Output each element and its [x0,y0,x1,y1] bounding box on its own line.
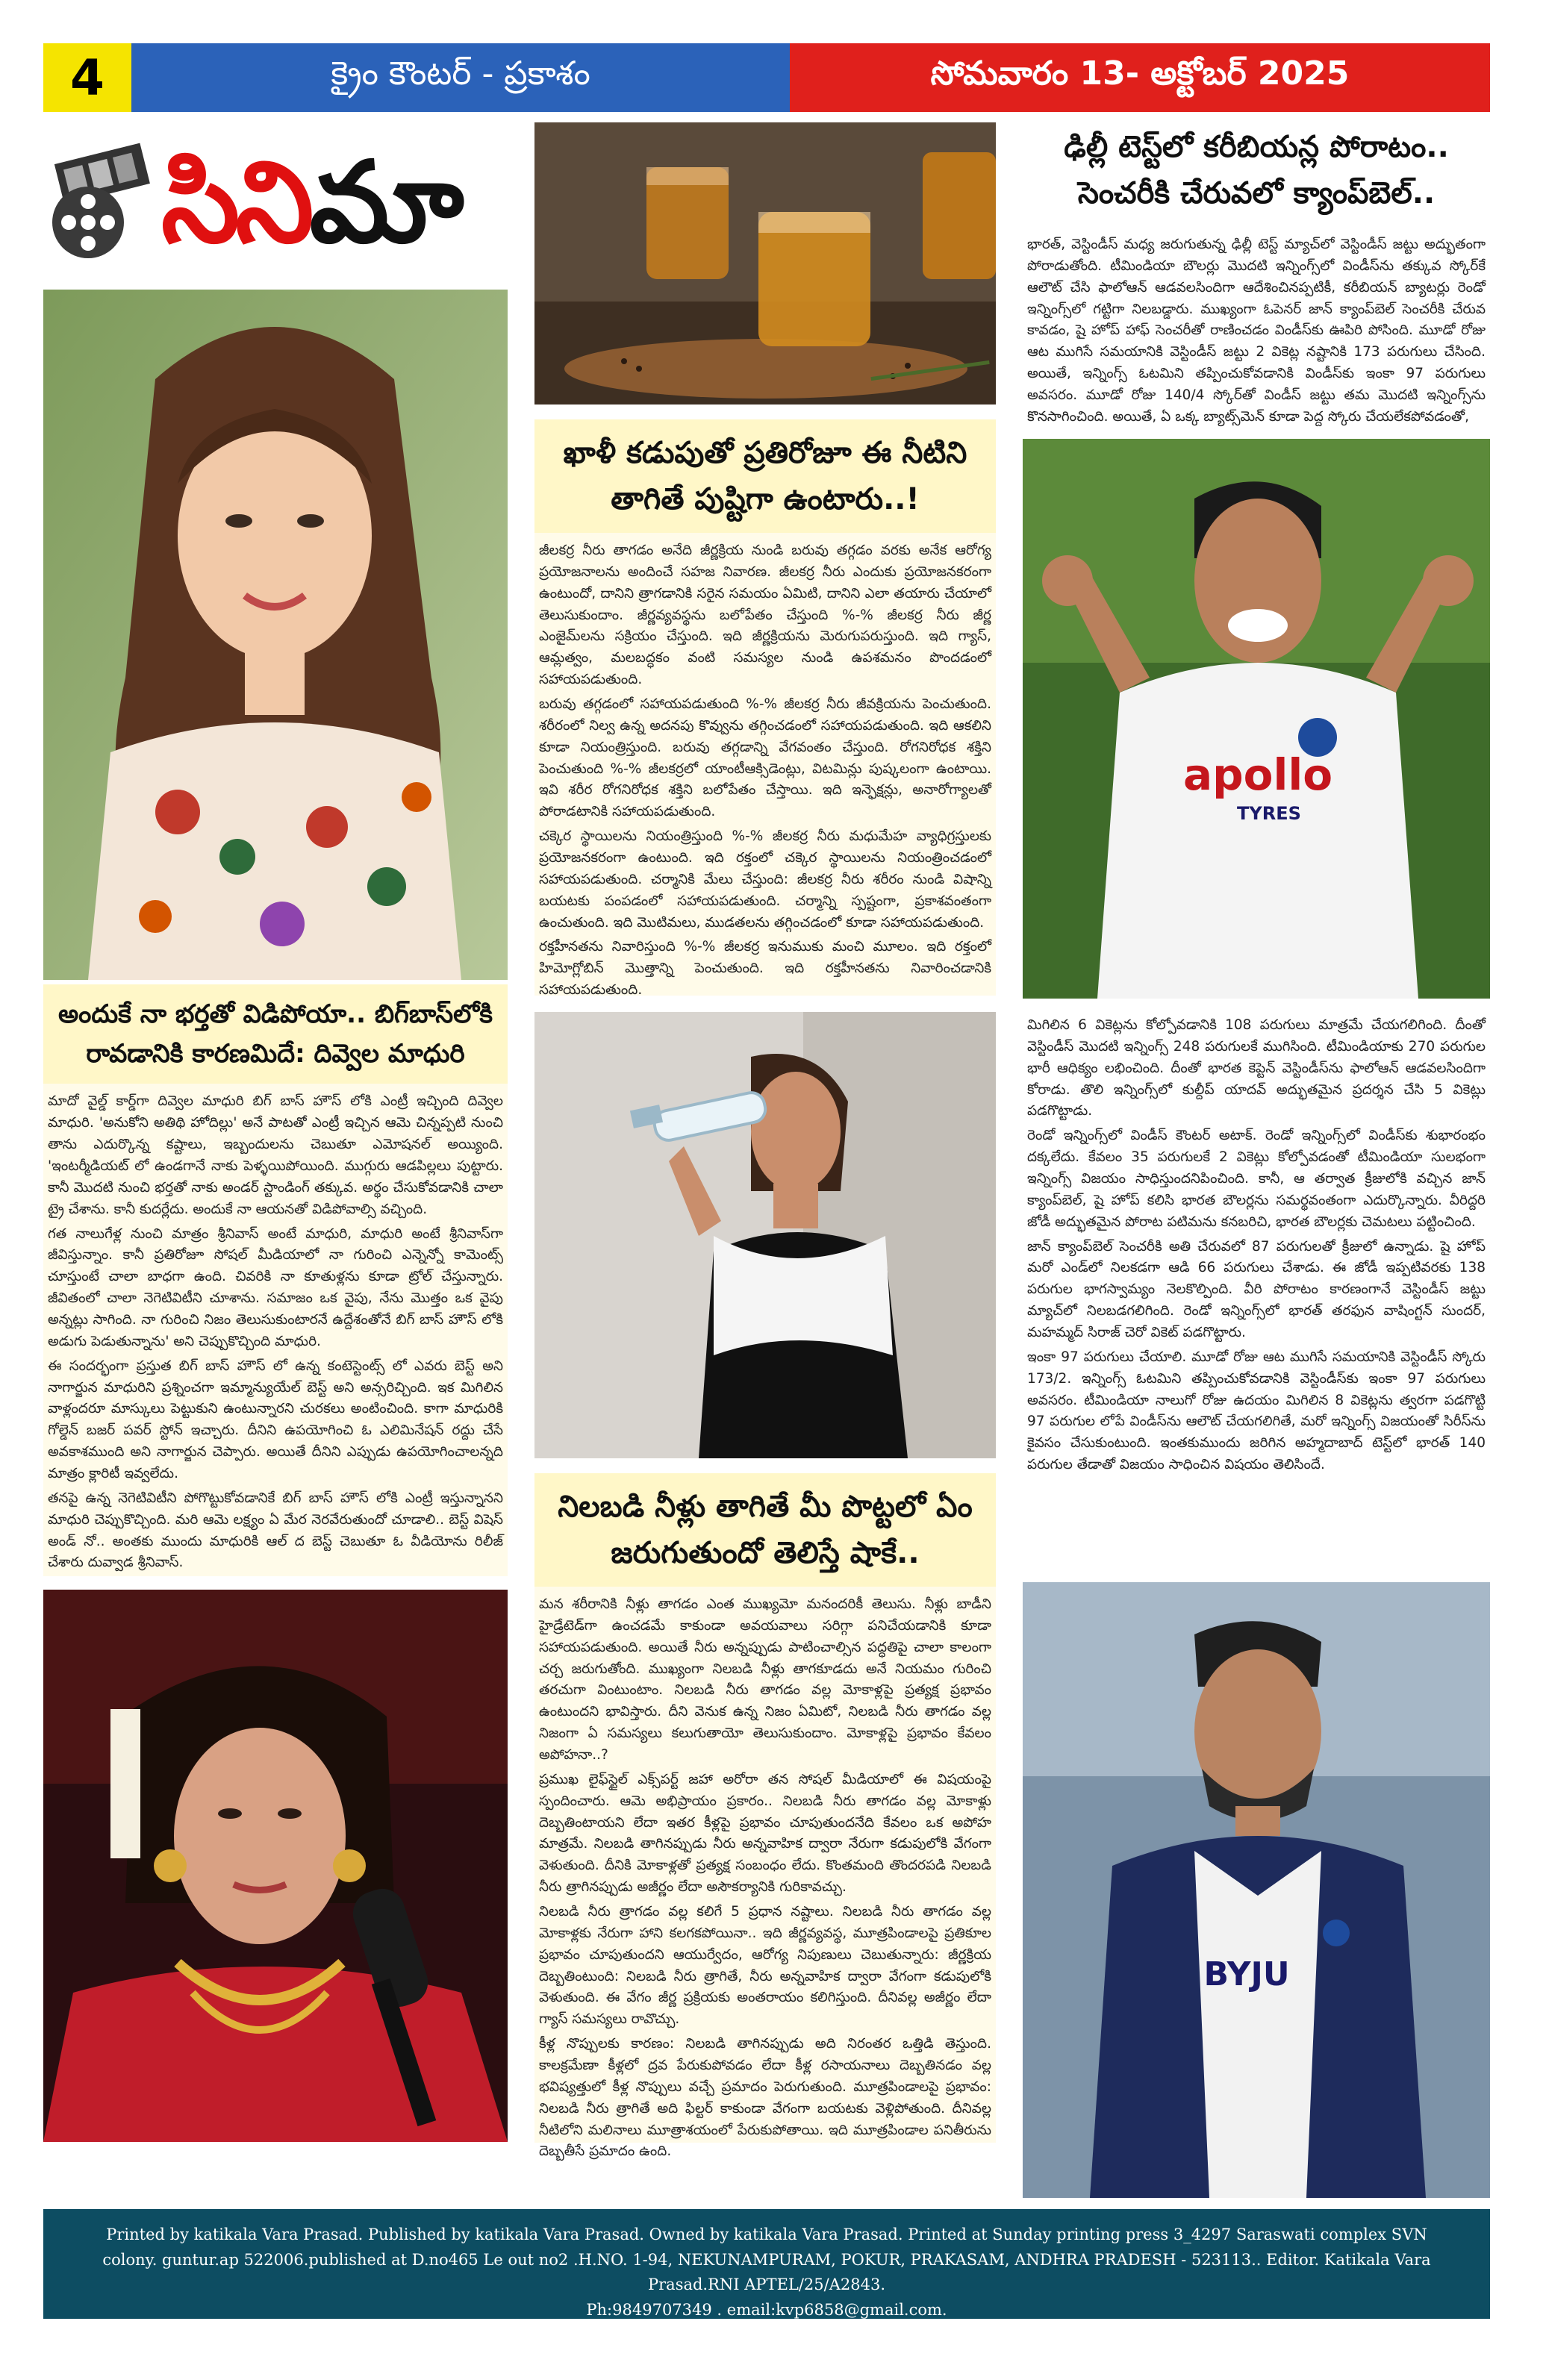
cinema-logo [43,119,508,285]
kohli-photo [1023,1582,1490,2198]
paragraph: మన శరీరానికి నీళ్లు తాగడం ఎంత ముఖ్యమో మనందరికీ తెలుసు. నీళ్లు బాడీని హైడ్రేటెడ్‌గా ఉంచడమే కాకుండా అవయవాలు సరిగ్గా పనిచేయడానికి కూడా సహాయపడుతుంది. అయితే నీరు అన్నప్పుడు పాటించాల్సిన పద్ధతిపై చాలా కాలంగా చర్చ జరుగుతోంది. ముఖ్యంగా నిలబడి నీళ్లు తాగకూడదు అనే నియమం గురించి తరచుగా వింటుంటాం. నిలబడి నీరు తాగడం వల్ల మోకాళ్లపై ప్రత్యక్ష ప్రభావం ఉంటుందని భావిస్తారు. దీని వెనుక ఉన్న నిజం ఏమిటో, నిలబడి నీరు తాగడం వల్ల నిజంగా ఏ సమస్యలు కలుగుతాయో తెలుసుకుందాం. మోకాళ్లపై ప్రభావం కేవలం అపోహనా..? [539,1596,991,1764]
cricketer-celebrating-photo [1023,439,1490,999]
paragraph: మాదో వైల్డ్ కార్డ్‌గా దివ్వెల మాధురి బిగ్ బాస్ హౌస్‌ లోకి ఎంట్రీ ఇచ్చింది దివ్వెల మాధురి. 'అనుకోని అతిథి హోదిల్లు' అనే పాటతో ఎంట్రీ ఇచ్చిన ఆమె చిన్నప్పటి నుంచి తాను ఎదుర్కొన్న కష్టాలు, ఇబ్బందులను చెబుతూ ఎమోషనల్ అయ్యింది. 'ఇంటర్మీడియట్ లో ఉండగానే నాకు పెళ్ళయిపోయింది. ముగ్గురు ఆడపిల్లలు పుట్టారు. కానీ మొదటి నుంచి భర్తతో నాకు అండర్ స్టాండింగ్ తక్కువ. అర్థం చేసుకోవడానికి చాలా ట్రై చేశాను. కానీ కుదర్లేదు. అందుకే నా ఆయనతో విడిపోవాల్సి వచ్చింది. [48,1093,503,1217]
paragraph: కీళ్ల నొప్పులకు కారణం: నిలబడి తాగినప్పుడు అది నిరంతర ఒత్తిడి తెస్తుంది. కాలక్రమేణా కీళ్లలో ద్రవ పేరుకుపోవడం లేదా కీళ్ల రసాయనాలు దెబ్బతినడం వల్ల భవిష్యత్తులో కీళ్ల నొప్పులు వచ్చే ప్రమాదం పెరుగుతుంది. మూత్రపిండాలపై ప్రభావం: నిలబడి నీరు త్రాగితే అది ఫిల్టర్ కాకుండా వేగంగా బయటకు వెళ్లిపోతుంది. దీనివల్ల నీటిలోని మలినాలు మూత్రాశయంలో పేరుకుపోతాయి. ఇది మూత్రపిండాల పనితీరును దెబ్బతీసే ప్రమాదం ఉంది. [539,2036,991,2160]
sports-column [1023,119,1490,2198]
paragraph: గత నాలుగేళ్ల నుంచి మాత్రం శ్రీనివాస్ అంటే మాధురి, మాధురి అంటే శ్రీనివాస్‌గా జీవిస్తున్నాం. కానీ ప్రతిరోజూ సోషల్ మీడియాలో నా గురించి ఎన్నెన్నో కామెంట్స్ చూస్తుంటే చాలా బాధగా ఉంది. చివరికి నా కూతుళ్లను కూడా ట్రోల్ చేస్తున్నారు. జీవితంలో చాలా నెగెటివిటీని చూశాను. సమాజం ఒక వైపు, నేను మొత్తం ఒక వైపు అన్నట్లు సాగింది. నా గురించి నిజం తెలుసుకుంటారనే ఉద్దేశంతోనే బిగ్ బాస్ హౌస్ లోకి అడుగు పెడుతున్నాను' అని చెప్పుకొచ్చింది మాధురి. [48,1225,503,1349]
paragraph: నిలబడి నీరు త్రాగడం వల్ల కలిగే 5 ప్రధాన నష్టాలు. నిలబడి నీరు తాగడం వల్ల మోకాళ్లకు నేరుగా హాని కలగకపోయినా.. ఇది జీర్ణవ్యవస్థ, మూత్రపిండాలపై ప్రతికూల ప్రభావం చూపుతుందని ఆయుర్వేదం, ఆరోగ్య నిపుణులు చెబుతున్నారు: జీర్ణక్రియ దెబ్బతింటుంది: నిలబడి నీరు త్రాగితే, నీరు అన్నవాహిక ద్వారా వేగంగా కడుపులోకి వెళుతుంది. ఈ వేగం జీర్ణ ప్రక్రియకు అంతరాయం కలిగిస్తుంది. దీనివల్ల అజీర్ణం లేదా గ్యాస్ సమస్యలు రావొచ్చు. [539,1904,991,2028]
paragraph: చక్కెర స్థాయిలను నియంత్రిస్తుంది %-% జీలకర్ర నీరు మధుమేహ వ్యాధిగ్రస్తులకు ప్రయోజనకరంగా ఉంటుంది. ఇది రక్తంలో చక్కెర స్థాయిలను నియంత్రించడంలో సహాయపడుతుంది. చర్మానికి మేలు చేస్తుంది: జీలకర్ర నీరు శరీరం నుండి విషాన్ని బయటకు పంపడంలో సహాయపడుతుంది. చర్మాన్ని స్పష్టంగా, ప్రకాశవంతంగా ఉంచుతుంది. ఇది మొటిమలు, ముడతలను తగ్గించడంలో కూడా సహాయపడుతుంది. [539,828,991,931]
imprint-text: Printed by katikala Vara Prasad. Published by katikala Vara Prasad. Owned by katikala Vara Prasad. Printed at Sunday printing press 3_4297 Saraswati complex SVN colony. guntur.ap 522006.published at D.no465 Le out no2 .H.NO. 1-94, NEKUNAMPURAM, POKUR, PRAKASAM, ANDHRA PRADESH - 523113.. Editor. Katikala Vara Prasad.RNI APTEL/25/A2843. [102,2226,1431,2294]
sports-article-top [1023,227,1490,428]
paragraph: ఈ సందర్భంగా ప్రస్తుత బిగ్ బాస్ హౌస్ లో ఉన్న కంటెస్టెంట్స్ లో ఎవరు బెస్ట్ అని నాగార్జున మాధురిని ప్రశ్నించగా ఇమ్మాన్యుయేల్ బెస్ట్ అని అన్సరిచ్చింది. ఇక మిగిలిన వాళ్లందరూ మాస్కులు పెట్టుకుని ఉంటున్నారని చురకలు అంటించింది. కాగా మాధురికి గోల్డెన్ బజర్ పవర్ స్టోన్ ఇచ్చారు. దీనిని ఉపయోగించి ఓ ఎలిమినేషన్ రద్దు చేసే అవకాశముంది అని నాగార్జున చెప్పారు. అయితే దీనిని ఎప్పుడు ఉపయోగించాలన్నది మాత్రం క్లారిటీ ఇవ్వలేదు. [48,1358,503,1481]
contact-text: Ph:9849707349 . email:kvp6858@gmail.com. [586,2300,947,2319]
cumin-water-photo [534,122,996,405]
logo-text-red: సిని [161,137,310,268]
imprint-footer [43,2209,1490,2319]
standing-water-headline: నిలబడి నీళ్లు తాగితే మీ పొట్టలో ఏం జరుగుతుందో తెలిస్తే షాకే.. [534,1473,996,1587]
bigboss-contestant-photo [43,1590,508,2142]
cinema-logo-text [161,137,460,268]
paragraph: జీలకర్ర నీరు తాగడం అనేది జీర్ణక్రియ నుండి బరువు తగ్గడం వరకు అనేక ఆరోగ్య ప్రయోజనాలను అందించే సహజ నివారణ. జీలకర్ర నీరు ఎందుకు ప్రయోజనకరంగా ఉంటుందో, దానిని త్రాగడానికి సరైన సమయం ఏమిటి, దానిని ఎలా తయారు చేయాలో తెలుసుకుందాం. జీర్ణవ్యవస్థను బలోపేతం చేస్తుంది %-% జీలకర్ర నీరు జీర్ణ ఎంజైమ్‌లను సక్రియం చేస్తుంది. ఇది జీర్ణక్రియను మెరుగుపరుస్తుంది. ఇది గ్యాస్, ఆమ్లత్వం, మలబద్ధకం వంటి సమస్యల నుండి ఉపశమనం పొందడంలో సహాయపడుతుంది. [539,543,991,688]
paragraph: ఇంకా 97 పరుగులు చేయాలి. మూడో రోజు ఆట ముగిసే సమయానికి వెస్టిండీస్ స్కోరు 173/2. ఇన్నింగ్స్ ఓటమిని తప్పించుకోవడానికి వెస్టిండీస్‌కు ఇంకా 97 పరుగులు అవసరం. టీమిండియా నాలుగో రోజు ఉదయం మిగిలిన 8 వికెట్లను త్వరగా పడగొట్టి 97 పరుగుల లోపే విండీస్‌ను ఆలౌట్ చేయగలిగితే, మరో ఇన్నింగ్స్ విజయంతో సిరీస్‌ను కైవసం చేసుకుంటుంది. ఇంతకుముందు జరిగిన అహ్మదాబాద్ టెస్ట్‌లో భారత్ 140 పరుగుల తేడాతో విజయం సాధించిన విషయం తెలిసిందే. [1027,1349,1486,1473]
section-title: క్రైం కౌంటర్ - ప్రకాశం [131,43,790,112]
page-header [43,43,1490,112]
paragraph: రక్తహీనతను నివారిస్తుంది %-% జీలకర్ర ఇనుముకు మంచి మూలం. ఇది రక్తంలో హిమోగ్లోబిన్ మొత్తాన్ని పెంచుతుంది. ఇది రక్తహీనతను నివారించడానికి సహాయపడుతుంది. [539,939,991,999]
actress-photo [43,290,508,980]
paragraph: మిగిలిన 6 వికెట్లను కోల్పోవడానికి 108 పరుగులు మాత్రమే చేయగలిగింది. దీంతో వెస్టిండీస్ మొదటి ఇన్నింగ్స్ 248 పరుగులకే ముగిసింది. టీమిండియాకు 270 పరుగుల భారీ ఆధిక్యం లభించింది. దీంతో భారత కెప్టెన్ వెస్టిండీస్‌ను ఫాలోఆన్ ఆడవలసిందిగా కోరాడు. తొలి ఇన్నింగ్స్‌లో కుల్దీప్ యాదవ్ అద్భుతమైన ప్రదర్శన చేసి 5 వికెట్లు పడగొట్టాడు. [1027,1017,1486,1119]
health-column [534,119,996,2160]
logo-text-dark: మా [309,137,460,268]
standing-water-article [534,1587,996,2160]
paragraph: ప్రముఖ లైఫ్‌స్టైల్ ఎక్స్‌పర్ట్ జహా అరోరా తన సోషల్ మీడియాలో ఈ విషయంపై స్పందించారు. ఆమె అభిప్రాయం ప్రకారం.. నిలబడి నీరు తాగడం వల్ల మోకాళ్లు దెబ్బతింటాయని లేదా ఇతర కీళ్లపై ప్రభావం చూపుతుందనేది కేవలం ఒక అపోహ మాత్రమే. నిలబడి తాగినప్పుడు నీరు అన్నవాహిక ద్వారా నేరుగా కడుపులోకి వేగంగా వెళుతుంది. దీనికి మోకాళ్లతో ప్రత్యక్ష సంబంధం లేదు. కొంతమంది తొందరపడి నిలబడి నీరు త్రాగినప్పుడు అజీర్ణం లేదా అసౌకర్యానికి గురికావచ్చు. [539,1771,991,1896]
paragraph: రెండో ఇన్నింగ్స్‌లో విండీస్ కౌంటర్ అటాక్. రెండో ఇన్నింగ్స్‌లో విండీస్‌కు శుభారంభం దక్కలేదు. కేవలం 35 పరుగులకే 2 వికెట్లు కోల్పోవడంతో టీమిండియా సులభంగా ఇన్నింగ్స్ విజయం సాధిస్తుందనిపించింది. కానీ, ఆ తర్వాత క్రీజులోకి వచ్చిన జాన్ క్యాంప్‌బెల్, షై హోప్ కలిసి భారత బౌలర్లను సమర్థవంతంగా ఎదుర్కొన్నారు. వీరిద్దరి జోడీ అద్భుతమైన పోరాట పటిమను కనబరిచి, భారత బౌలర్లకు చెమటలు పట్టించింది. [1027,1128,1486,1230]
paragraph: జాన్ క్యాంప్‌బెల్ సెంచరీకి అతి చేరువలో 87 పరుగులతో క్రీజులో ఉన్నాడు. షై హోప్ మరో ఎండ్‌లో నిలకడగా ఆడి 66 పరుగులు చేశాడు. ఈ జోడీ ఇప్పటివరకు 138 పరుగుల భాగస్వామ్యం నెలకొల్పింది. వీరి పోరాటం కారణంగానే వెస్టిండీస్ జట్టు మ్యాచ్‌లో నిలబడగలిగింది. రెండో ఇన్నింగ్స్‌లో భారత్ తరఫున వాషింగ్టన్ సుందర్, మహమ్మద్ సిరాజ్ చెరో వికెట్ పడగొట్టారు. [1027,1238,1486,1341]
sports-article-bottom [1023,1008,1490,1575]
page-number: 4 [43,43,131,112]
paragraph: తనపై ఉన్న నెగెటివిటీని పోగొట్టుకోవడానికే బిగ్ బాస్ హౌస్ లోకి ఎంట్రీ ఇస్తున్నానని మాధురి చెప్పుకొచ్చింది. మరి ఆమె లక్ష్యం ఏ మేర నెరవేరుతుందో చూడాలి.. బెస్ట్ విషెస్ అండ్ నో.. అంతకు ముందు మాధురికి ఆల్ ద బెస్ట్ చెబుతూ ఓ వీడియోను రిలీజ్ చేశారు దువ్వాడ శ్రీనివాస్. [48,1490,503,1571]
issue-date: సోమవారం 13- అక్టోబర్ 2025 [790,43,1490,112]
jersey-sponsor-text: apollo [1182,749,1333,800]
cumin-water-article [534,533,996,999]
cinema-headline: అందుకే నా భర్తతో విడిపోయా.. బిగ్‌బాస్‌లోకి రావడానికి కారణమిదే: దివ్వెల మాధురి [43,984,508,1084]
cinema-article [43,1084,508,1576]
woman-drinking-water-photo [534,1012,996,1458]
paragraph: భారత్, వెస్టిండీస్ మధ్య జరుగుతున్న ఢిల్లీ టెస్ట్ మ్యాచ్‌లో వెస్టిండీస్ జట్టు అద్భుతంగా పోరాడుతోంది. టీమిండియా బౌలర్లు మొదటి ఇన్నింగ్స్‌లో విండీస్‌ను తక్కువ స్కోర్‌కే ఆలౌట్ చేసి ఫాలోఆన్ ఆడవలసిందిగా ఆదేశించినప్పటికీ, కరీబియన్ బ్యాటర్లు రెండో ఇన్నింగ్స్‌లో గట్టిగా నిలబడ్డారు. ముఖ్యంగా ఓపెనర్ జాన్ క్యాంప్‌బెల్ సెంచరీకి చేరువ కావడం, షై హోప్ హాఫ్ సెంచరీతో రాణించడం విండీస్‌కు ఊపిరి పోసింది. మూడో రోజు ఆట ముగిసే సమయానికి వెస్టిండీస్ జట్టు 2 వికెట్ల నష్టానికి 173 పరుగులు చేసింది. అయితే, ఇన్నింగ్స్ ఓటమిని తప్పించుకోవడానికి విండీస్‌కు ఇంకా 97 పరుగులు అవసరం. మూడో రోజు 140/4 స్కోర్‌తో విండీస్ జట్టు తమ మొదటి ఇన్నింగ్స్‌ను కొనసాగించింది. అయితే, ఏ ఒక్క బ్యాట్స్‌మెన్ కూడా పెద్ద స్కోరు చేయలేకపోవడంతో, [1027,237,1486,425]
film-reel-icon [43,139,155,266]
cinema-column [43,119,508,2142]
jersey-sponsor-sub: TYRES [1237,803,1301,824]
sports-headline: ఢిల్లీ టెస్ట్‌లో కరీబియన్ల పోరాటం.. సెంచరీకి చేరువలో క్యాంప్‌బెల్.. [1023,119,1490,227]
paragraph: బరువు తగ్గడంలో సహాయపడుతుంది %-% జీలకర్ర నీరు జీవక్రియను పెంచుతుంది. శరీరంలో నిల్వ ఉన్న అదనపు కొవ్వును తగ్గించడంలో సహాయపడుతుంది. ఇది ఆకలిని కూడా నియంత్రిస్తుంది. బరువు తగ్గడాన్ని వేగవంతం చేస్తుంది. రోగనిరోధక శక్తిని పెంచుతుంది %-% జీలకర్రలో యాంటీఆక్సిడెంట్లు, విటమిన్లు పుష్కలంగా ఉంటాయి. ఇవి శరీర రోగనిరోధక శక్తిని బలోపేతం చేస్తాయి. ఇది ఇన్ఫెక్షన్లు, అనారోగ్యాలతో పోరాడటానికి సహాయపడుతుంది. [539,696,991,820]
jersey-sponsor-text: BYJU [1203,1955,1290,1993]
cumin-water-headline: ఖాళీ కడుపుతో ప్రతిరోజూ ఈ నీటిని తాగితే పుష్టిగా ఉంటారు..! [534,419,996,533]
